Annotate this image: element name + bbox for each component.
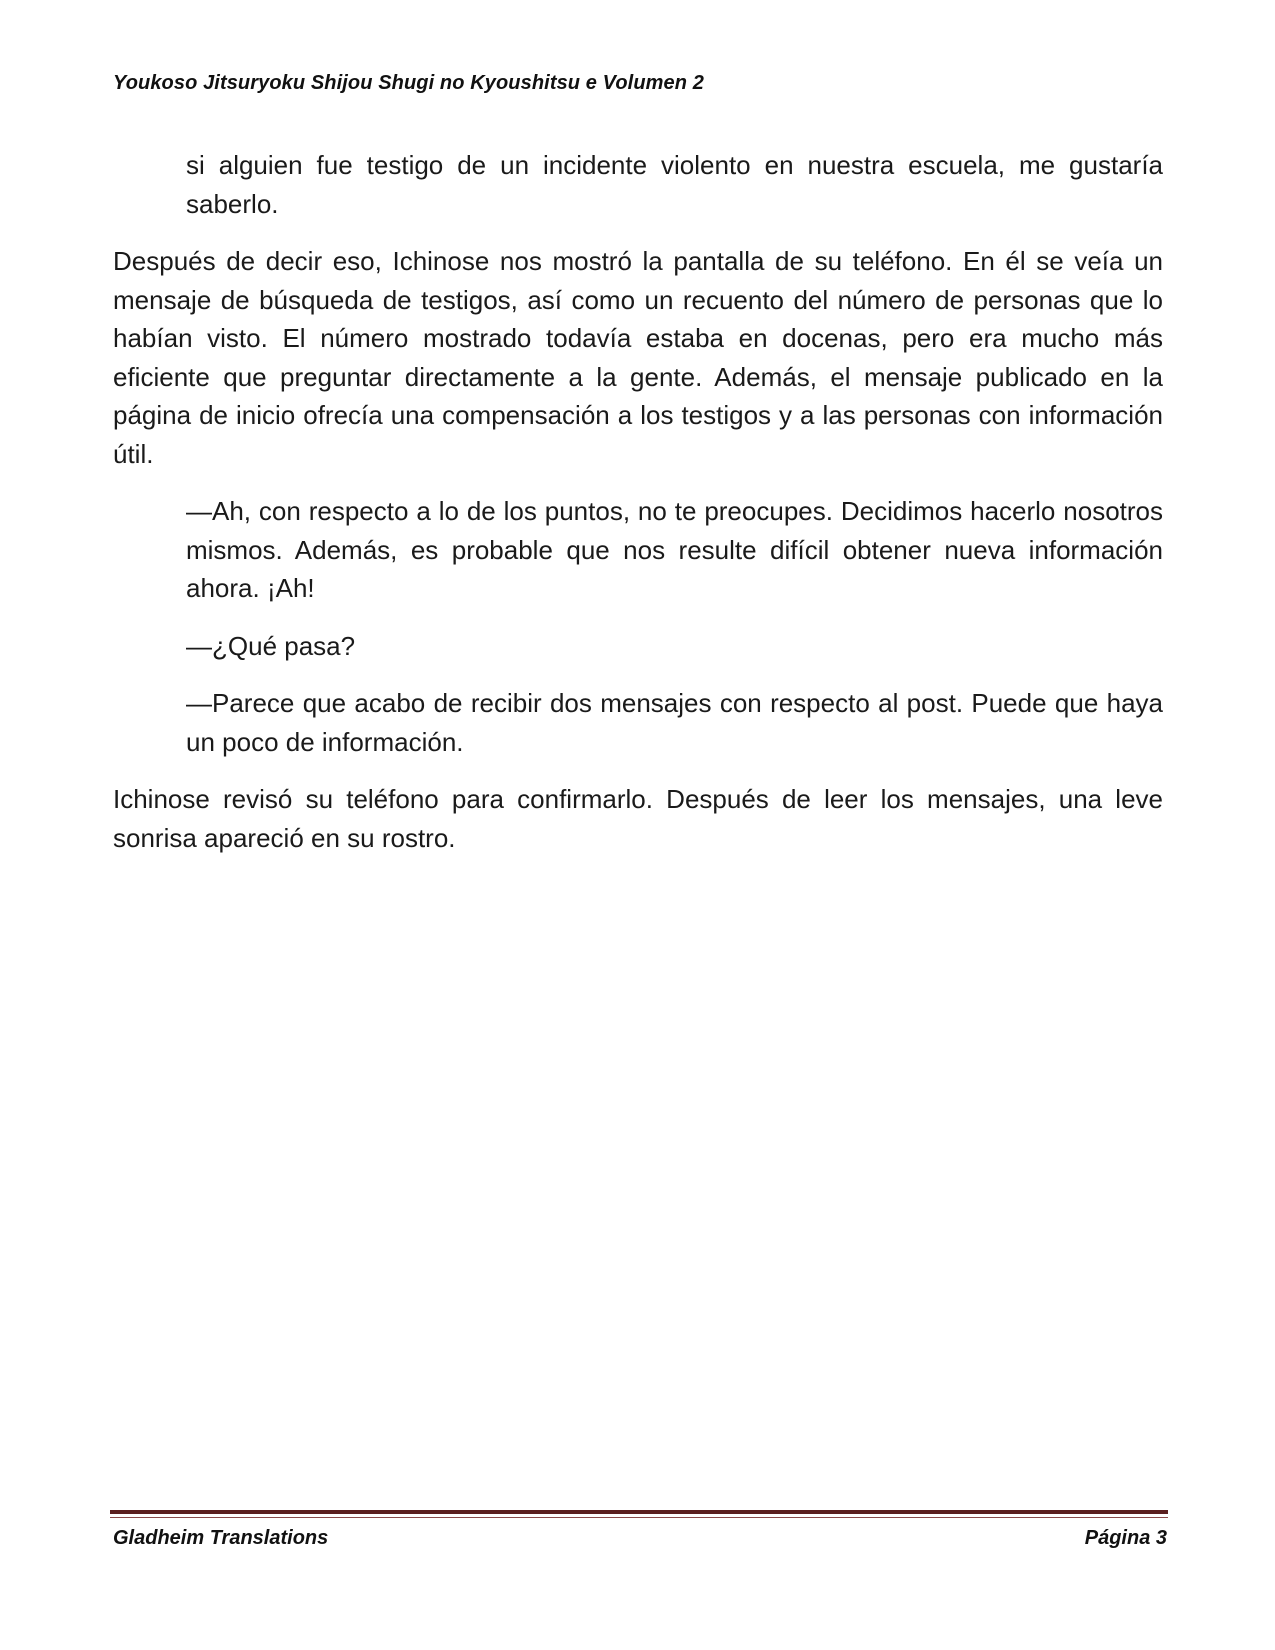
running-header-title: Youkoso Jitsuryoku Shijou Shugi no Kyoushitsu e Volumen 2 [113,72,704,94]
paragraph-narration-2: Ichinose revisó su teléfono para confirmarlo. Después de leer los mensajes, una leve sonrisa apareció en su rostro. [113,784,1163,853]
paragraph-dialogue-4: —Parece que acabo de recibir dos mensajes con respecto al post. Puede que haya un poco de información. [186,688,1163,757]
paragraph-dialogue-2: —Ah, con respecto a lo de los puntos, no te preocupes. Decidimos hacerlo nosotros mismos. Además, es probable que nos resulte difícil obtener nueva información ahora. ¡Ah! [186,496,1163,603]
page-number: Página 3 [1084,1527,1167,1549]
footer-credit: Gladheim Translations [113,1527,329,1549]
paragraph-narration-1: Después de decir eso, Ichinose nos mostró la pantalla de su teléfono. En él se veía un mensaje de búsqueda de testigos, así como un recuento del número de personas que lo habían visto. El número mostrado todavía estaba en docenas, pero era mucho más eficiente que preguntar directamente a la gente. Además, el mensaje publicado en la página de inicio ofrecía una compensación a los testigos y a las personas con información útil. [113,246,1163,469]
footer-divider [110,1510,1168,1514]
footer-divider-thin [110,1517,1168,1518]
paragraph-dialogue-3: —¿Qué pasa? [186,630,356,661]
document-body [113,146,1163,876]
paragraph-dialogue-1: si alguien fue testigo de un incidente violento en nuestra escuela, me gustaría saberlo. [186,150,1163,219]
